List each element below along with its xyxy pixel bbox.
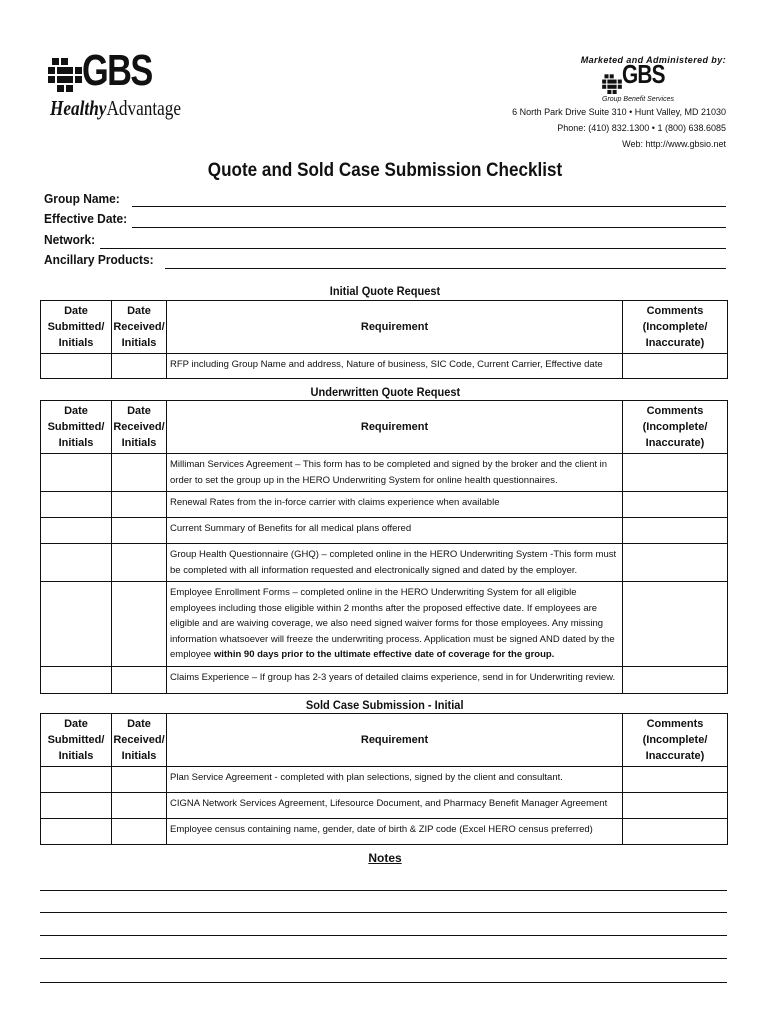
table-row <box>41 667 728 694</box>
table-header-row <box>41 401 728 454</box>
web-line: Web: http://www.gbsio.net <box>622 139 726 149</box>
date-received-header: Date Received/ Initials <box>112 401 167 454</box>
enrollment-deadline-text: within 90 days prior to the ultimate effective date of coverage for the group. <box>213 649 555 660</box>
requirement-cell: CIGNA Network Services Agreement, Lifesource Document, and Pharmacy Benefit Manager Agreement <box>167 793 623 819</box>
date-received-cell[interactable] <box>112 767 167 793</box>
comments-cell[interactable] <box>623 667 728 694</box>
date-submitted-cell[interactable] <box>41 793 112 819</box>
address-line: 6 North Park Drive Suite 310 • Hunt Valley, MD 21030 <box>512 107 726 117</box>
date-received-cell[interactable] <box>112 667 167 694</box>
table-row <box>41 819 728 845</box>
comments-cell[interactable] <box>623 582 728 667</box>
administrator-block <box>466 52 726 152</box>
comments-cell[interactable] <box>623 492 728 518</box>
phone-line: Phone: (410) 832.1300 • 1 (800) 638.6085 <box>557 123 726 133</box>
requirement-cell: Group Health Questionnaire (GHQ) – completed online in the HERO Underwriting System -This form must be completed with all information requested and electronically signed and dated by the employer. <box>167 544 623 582</box>
date-submitted-cell[interactable] <box>41 544 112 582</box>
comments-cell[interactable] <box>623 354 728 379</box>
initial-quote-table <box>40 300 728 379</box>
date-submitted-header: Date Submitted/ Initials <box>41 714 112 767</box>
requirement-cell: Renewal Rates from the in-force carrier with claims experience when available <box>167 492 623 518</box>
logo-wordmark: GBS <box>82 46 152 95</box>
comments-header: Comments (Incomplete/ Inaccurate) <box>623 401 728 454</box>
section-title-underwritten-quote: Underwritten Quote Request <box>310 385 460 399</box>
table-row <box>41 544 728 582</box>
group-name-label: Group Name: <box>44 191 120 206</box>
effective-date-field[interactable] <box>132 227 726 228</box>
section-title-initial-quote: Initial Quote Request <box>329 284 441 298</box>
comments-cell[interactable] <box>623 454 728 492</box>
date-submitted-header: Date Submitted/ Initials <box>41 401 112 454</box>
date-submitted-cell[interactable] <box>41 492 112 518</box>
table-header-row <box>41 714 728 767</box>
table-row <box>41 492 728 518</box>
date-received-header: Date Received/ Initials <box>112 714 167 767</box>
section-title-sold-case: Sold Case Submission - Initial <box>306 698 464 712</box>
small-logo-tagline: Group Benefit Services <box>602 96 674 103</box>
date-received-cell[interactable] <box>112 582 167 667</box>
notes-line[interactable] <box>40 935 727 936</box>
comments-cell[interactable] <box>623 544 728 582</box>
network-label: Network: <box>44 232 96 247</box>
comments-cell[interactable] <box>623 767 728 793</box>
page-title: Quote and Sold Case Submission Checklist <box>207 160 563 181</box>
notes-line[interactable] <box>40 912 727 913</box>
ancillary-products-field[interactable] <box>165 268 726 269</box>
requirement-cell <box>167 582 623 667</box>
date-received-cell[interactable] <box>112 354 167 379</box>
comments-cell[interactable] <box>623 518 728 544</box>
network-field[interactable] <box>100 248 726 249</box>
effective-date-label: Effective Date: <box>44 211 128 226</box>
date-received-cell[interactable] <box>112 492 167 518</box>
underwritten-quote-table <box>40 400 728 694</box>
date-submitted-cell[interactable] <box>41 454 112 492</box>
comments-header: Comments (Incomplete/ Inaccurate) <box>623 301 728 354</box>
gbs-healthy-advantage-logo <box>48 46 188 124</box>
date-received-header: Date Received/ Initials <box>112 301 167 354</box>
notes-title: Notes <box>368 851 402 865</box>
requirement-cell: Employee census containing name, gender, date of birth & ZIP code (Excel HERO census preferred) <box>167 819 623 845</box>
small-logo-wordmark: GBS <box>622 59 665 89</box>
date-received-cell[interactable] <box>112 544 167 582</box>
marketed-by-label: Marketed and Administered by: <box>580 55 726 65</box>
requirement-header: Requirement <box>167 301 623 354</box>
date-submitted-cell[interactable] <box>41 767 112 793</box>
comments-cell[interactable] <box>623 793 728 819</box>
date-submitted-cell[interactable] <box>41 582 112 667</box>
sold-case-table <box>40 713 728 845</box>
date-submitted-cell[interactable] <box>41 518 112 544</box>
table-row <box>41 518 728 544</box>
requirement-header: Requirement <box>167 401 623 454</box>
requirement-cell: Current Summary of Benefits for all medical plans offered <box>167 518 623 544</box>
requirement-cell: Claims Experience – If group has 2-3 years of detailed claims experience, send in for Underwriting review. <box>167 667 623 694</box>
comments-header: Comments (Incomplete/ Inaccurate) <box>623 714 728 767</box>
date-received-cell[interactable] <box>112 819 167 845</box>
table-row <box>41 767 728 793</box>
date-submitted-cell[interactable] <box>41 667 112 694</box>
table-row <box>41 582 728 667</box>
date-submitted-cell[interactable] <box>41 354 112 379</box>
group-name-field[interactable] <box>132 206 726 207</box>
requirement-header: Requirement <box>167 714 623 767</box>
table-row <box>41 354 728 379</box>
small-cross-icon <box>602 72 622 94</box>
date-submitted-header: Date Submitted/ Initials <box>41 301 112 354</box>
requirement-cell: Plan Service Agreement - completed with plan selections, signed by the client and consultant. <box>167 767 623 793</box>
table-row <box>41 454 728 492</box>
notes-line[interactable] <box>40 958 727 959</box>
comments-cell[interactable] <box>623 819 728 845</box>
date-received-cell[interactable] <box>112 454 167 492</box>
requirement-cell: RFP including Group Name and address, Nature of business, SIC Code, Current Carrier, Effective date <box>167 354 623 379</box>
enrollment-requirement-text: Employee Enrollment Forms – completed online in the HERO Underwriting System for all eligible employees including those eligible within 2 months after the proposed effective date. If employees are eligible and are waiving coverage, we also need signed waiver forms for those employees. Any missing information whatsoever will freeze the underwriting process. Application must be signed AND dated by the employee <box>170 587 615 660</box>
ancillary-products-label: Ancillary Products: <box>44 252 154 267</box>
table-header-row <box>41 301 728 354</box>
table-row <box>41 793 728 819</box>
notes-line[interactable] <box>40 982 727 983</box>
date-received-cell[interactable] <box>112 518 167 544</box>
date-received-cell[interactable] <box>112 793 167 819</box>
date-submitted-cell[interactable] <box>41 819 112 845</box>
logo-tagline: HealthyAdvantage <box>50 96 182 120</box>
medical-cross-icon <box>48 54 82 92</box>
notes-line[interactable] <box>40 890 727 891</box>
requirement-cell: Milliman Services Agreement – This form has to be completed and signed by the broker and the client in order to set the group up in the HERO Underwriting System for online health questionnaires. <box>167 454 623 492</box>
